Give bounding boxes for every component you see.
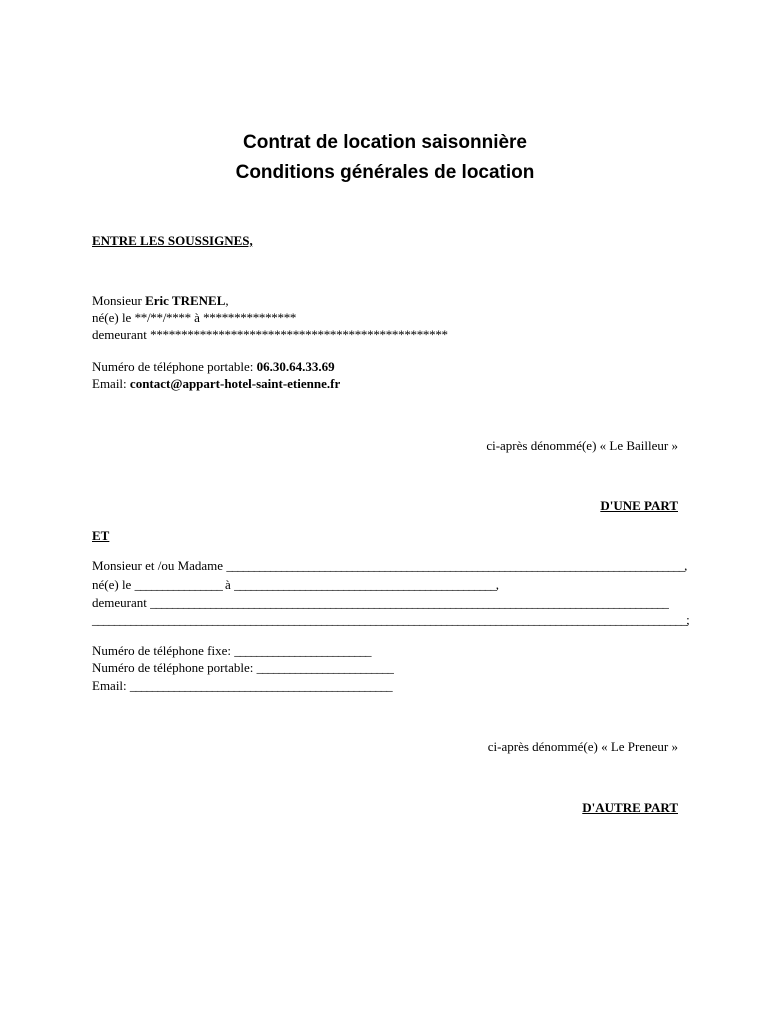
tenant-address-field[interactable]: _______________________________________________________________________________________________ — [150, 595, 668, 610]
tenant-born-date-field[interactable]: ________________ — [134, 577, 222, 592]
tenant-address-suffix: ; — [686, 612, 690, 627]
tenant-name-field[interactable]: ____________________________________________________________________________________ — [226, 558, 685, 573]
lessor-designation: ci-après dénommé(e) « Le Bailleur » — [486, 438, 678, 453]
tenant-address-field-2[interactable]: _____________________________________________________________________________________________________________ — [92, 612, 687, 627]
document-title: Contrat de location saisonnière — [243, 132, 527, 153]
and-label: ET — [92, 528, 110, 543]
tenant-name-suffix: , — [684, 558, 688, 573]
lessor-mobile-line — [92, 359, 335, 375]
tenant-phone-field[interactable]: _________________________ — [234, 643, 371, 658]
tenant-mobile-label: Numéro de téléphone portable: — [92, 660, 257, 675]
tenant-born-label: né(e) le — [92, 577, 135, 592]
lessor-born-place: *************** — [203, 310, 297, 325]
lessor-born-label: né(e) le — [92, 310, 135, 325]
tenant-phone-label: Numéro de téléphone fixe: — [92, 643, 235, 658]
tenant-mobile-field[interactable]: _________________________ — [256, 660, 393, 675]
tenant-phone-line — [92, 643, 371, 659]
tenant-designation: ci-après dénommé(e) « Le Preneur » — [487, 739, 678, 754]
tenant-name-label: Monsieur et /ou Madame — [92, 558, 227, 573]
tenant-email-field[interactable]: ________________________________________________ — [129, 678, 392, 693]
lessor-mobile: 06.30.64.33.69 — [256, 359, 335, 374]
tenant-address-label: demeurant — [92, 595, 151, 610]
between-heading: ENTRE LES SOUSSIGNES, — [92, 233, 253, 248]
lessor-mobile-label: Numéro de téléphone portable: — [92, 359, 257, 374]
tenant-mobile-line — [92, 660, 393, 676]
tenant-email-line — [92, 678, 392, 694]
lessor-name-line — [92, 293, 229, 309]
lessor-part-label: D'UNE PART — [600, 498, 678, 513]
tenant-address-line — [92, 595, 668, 611]
document-subtitle: Conditions générales de location — [235, 162, 535, 183]
lessor-email-label: Email: — [92, 376, 130, 391]
tenant-part-label: D'AUTRE PART — [582, 800, 678, 815]
tenant-name-line — [92, 558, 687, 574]
tenant-birth-line — [92, 577, 499, 593]
lessor-born-date: **/**/**** — [134, 310, 191, 325]
lessor-name: Eric TRENEL — [145, 293, 226, 308]
lessor-address-line — [92, 327, 448, 343]
lessor-email-line — [92, 376, 340, 392]
tenant-born-suffix: , — [495, 577, 499, 592]
lessor-birth-line — [92, 310, 296, 326]
lessor-address: ************************************************ — [150, 327, 448, 342]
tenant-email-label: Email: — [92, 678, 130, 693]
lessor-name-suffix: , — [225, 293, 229, 308]
lessor-address-label: demeurant — [92, 327, 151, 342]
tenant-born-at-label: à — [221, 577, 235, 592]
lessor-name-label: Monsieur — [92, 293, 146, 308]
lessor-born-at-label: à — [190, 310, 204, 325]
lessor-email: contact@appart-hotel-saint-etienne.fr — [129, 376, 341, 391]
tenant-born-place-field[interactable]: ________________________________________________ — [234, 577, 496, 592]
tenant-address-line-2 — [92, 612, 690, 628]
